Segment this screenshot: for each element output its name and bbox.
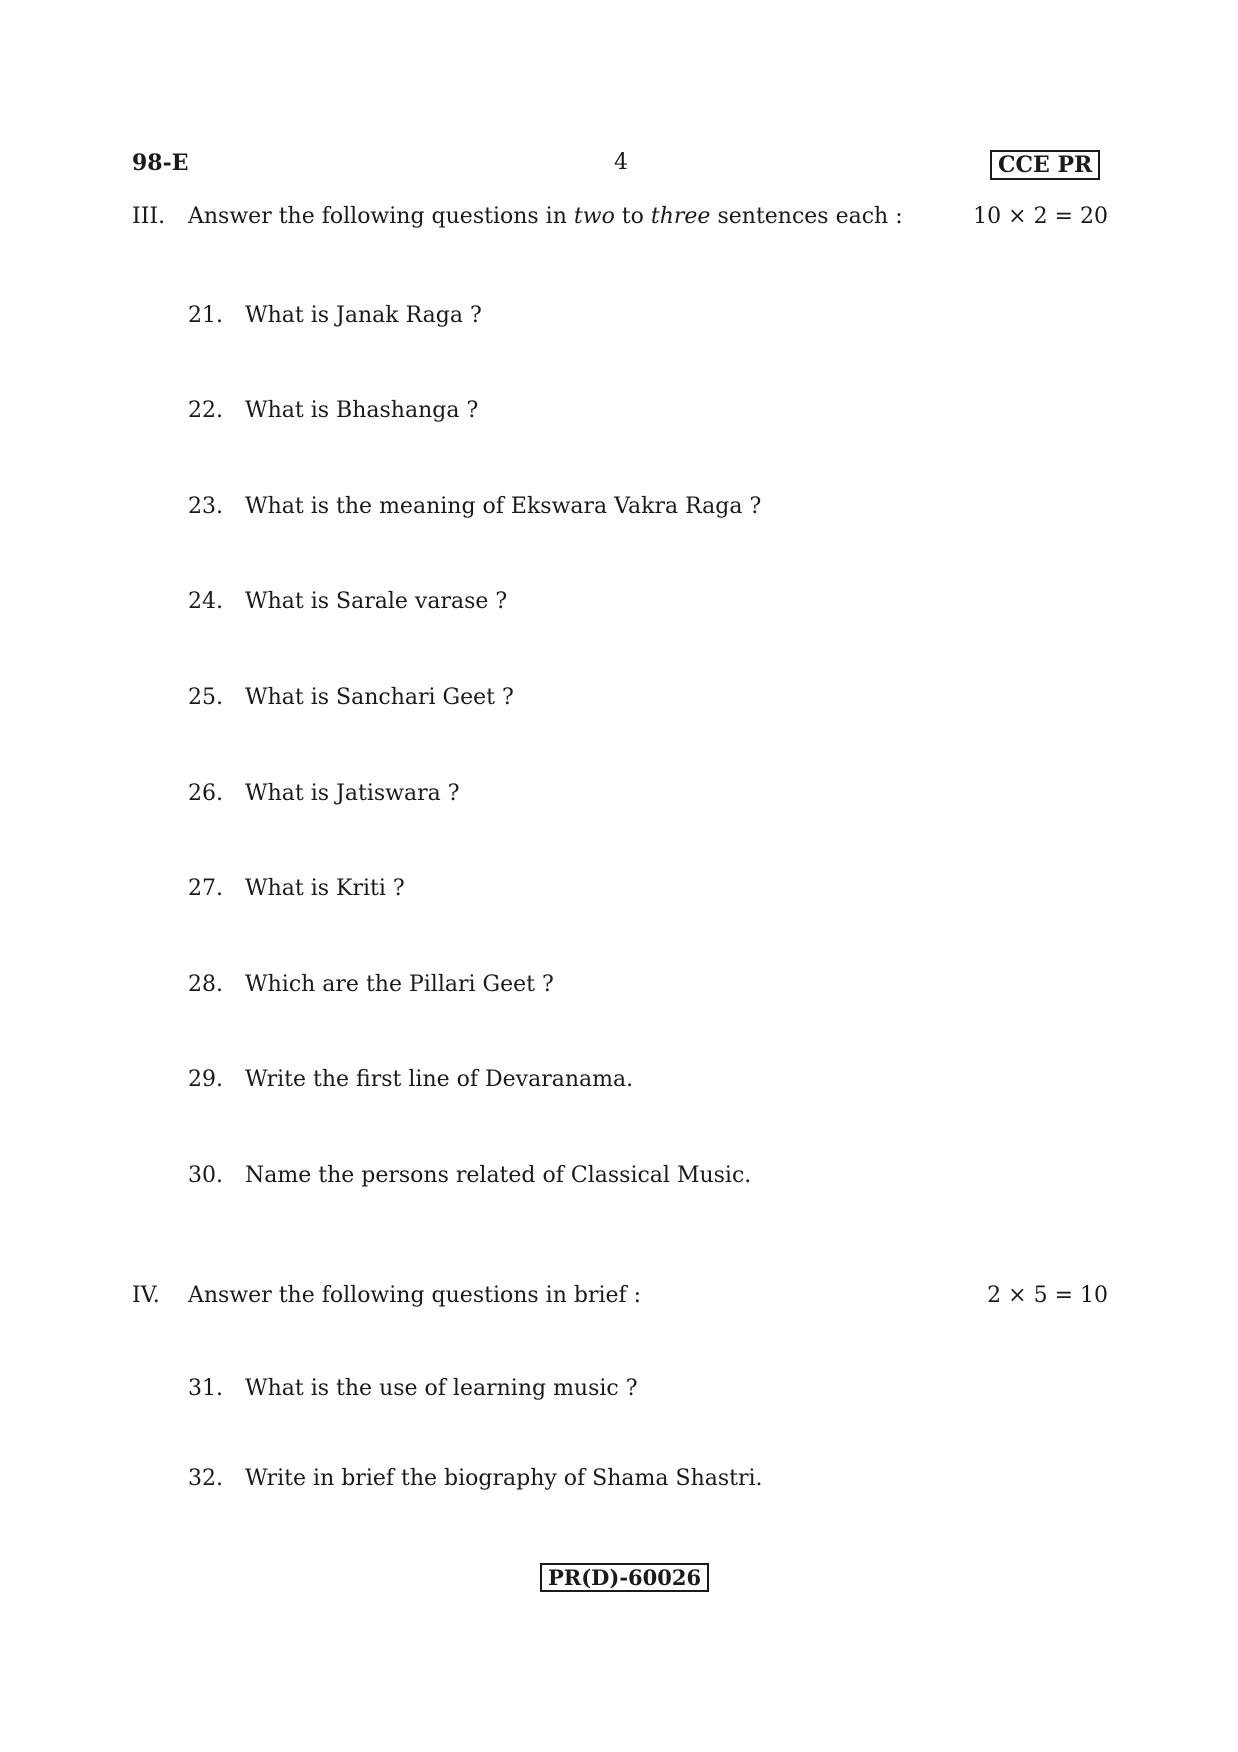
question-number: 28. [188, 972, 223, 997]
question-text: What is Sarale varase ? [245, 589, 508, 614]
instruction-text-part: sentences each : [710, 204, 903, 229]
question-number: 32. [188, 1466, 223, 1491]
paper-code: 98-E [132, 150, 189, 176]
question-number: 22. [188, 398, 223, 423]
question-text: What is the meaning of Ekswara Vakra Raga ? [245, 494, 762, 519]
section-3-marks: 10 × 2 = 20 [973, 204, 1108, 229]
question-number: 25. [188, 685, 223, 710]
question-number: 26. [188, 781, 223, 806]
question-text: What is Jatiswara ? [245, 781, 460, 806]
question-text: What is Janak Raga ? [245, 303, 482, 328]
question-text: What is the use of learning music ? [245, 1376, 638, 1401]
instruction-emphasis: three [650, 204, 711, 229]
question-number: 24. [188, 589, 223, 614]
page-number: 4 [614, 150, 628, 175]
question-number: 21. [188, 303, 223, 328]
question-text: Write the first line of Devaranama. [245, 1067, 634, 1092]
question-number: 31. [188, 1376, 223, 1401]
question-number: 27. [188, 876, 223, 901]
question-number: 23. [188, 494, 223, 519]
question-text: What is Bhashanga ? [245, 398, 479, 423]
question-number: 29. [188, 1067, 223, 1092]
question-text: What is Kriti ? [245, 876, 405, 901]
question-text: Which are the Pillari Geet ? [245, 972, 554, 997]
question-number: 30. [188, 1163, 223, 1188]
section-3-number: III. [132, 204, 166, 229]
instruction-text-part: to [614, 204, 651, 229]
series-code-box: CCE PR [990, 150, 1100, 180]
instruction-emphasis: two [573, 204, 615, 229]
section-4-marks: 2 × 5 = 10 [987, 1283, 1108, 1308]
section-4-number: IV. [132, 1283, 160, 1308]
section-4-instruction: Answer the following questions in brief : [188, 1283, 642, 1308]
question-text: Write in brief the biography of Shama Shastri. [245, 1466, 763, 1491]
question-text: What is Sanchari Geet ? [245, 685, 514, 710]
section-3-instruction [188, 204, 903, 229]
instruction-text-part: Answer the following questions in [188, 204, 574, 229]
question-text: Name the persons related of Classical Music. [245, 1163, 752, 1188]
footer-code-box: PR(D)-60026 [540, 1563, 709, 1592]
